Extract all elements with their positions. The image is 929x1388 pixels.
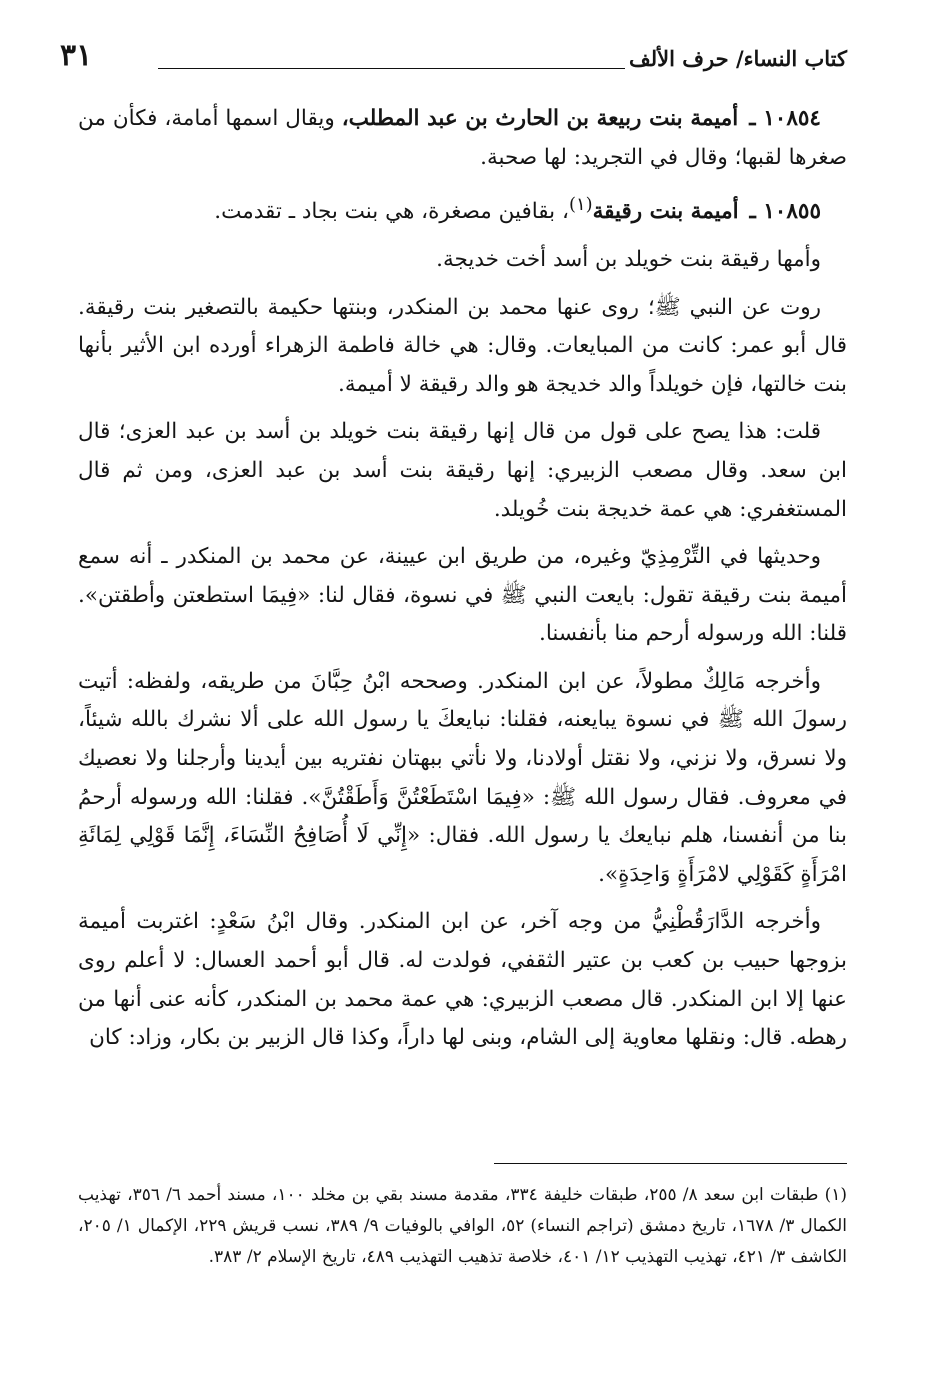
- entry-heading: أميمة بنت رقيقة: [592, 199, 739, 225]
- entry-heading: أميمة بنت ربيعة بن الحارث بن عبد المطلب،: [341, 106, 739, 131]
- entry-text: ، بقافين مصغرة، هي بنت بجاد ـ تقدمت.: [214, 199, 569, 225]
- page-number: ٣١: [60, 38, 93, 73]
- main-text: [78, 100, 847, 1067]
- entry-10855: [78, 186, 847, 232]
- paragraph: وأخرجه الدَّارَقُطْنِيُّ من وجه آخر، عن ابن المنكدر. وقال ابْنُ سَعْدٍ: اغتربت أميمة بزوجها حبيب بن كعب بن عتير الثقفي، فولدت له. قال أبو أحمد العسال: لا أعلم روى عنها إلا ابن المنكدر. قال مصعب الزبيري: هي عمة محمد بن المنكدر، كأنه عنى أنها من رهطه. قال: ونقلها معاوية إلى الشام، وبنى لها داراً، وكذا قال الزبير بن بكار، وزاد: كان: [78, 909, 847, 1051]
- paragraph: روت عن النبي ﷺ؛ روى عنها محمد بن المنكدر، وبنتها حكيمة بالتصغير بنت رقيقة. قال أبو عمر: كانت من المبايعات. وقال: هي خالة فاطمة الزهراء أورده ابن الأثير بأنها بنت خالتها، فإن خويلداً والد خديجة هو والد رقيقة لا أميمة.: [78, 294, 847, 397]
- entry-10854: [78, 100, 847, 177]
- footnote: (١) طبقات ابن سعد ٨/ ٢٥٥، طبقات خليفة ٣٣٤، مقدمة مسند بقي بن مخلد ١٠٠، مسند أحمد ٦/ ٣٥٦، تهذيب الكمال ٣/ ١٦٧٨، تاريخ دمشق (تراجم النساء) ٥٢، الوافي بالوفيات ٩/ ٣٨٩، نسب قريش ٢٢٩، الإكمال ١/ ٢٠٥، الكاشف ٣/ ٤٢١، تهذيب التهذيب ١٢/ ٤٠١، خلاصة تذهيب التهذيب ٤٨٩، تاريخ الإسلام ٢/ ٣٨٣.: [78, 1185, 847, 1267]
- paragraph: قلت: هذا يصح على قول من قال إنها رقيقة بنت خويلد بن أسد بن عبد العزى؛ قال ابن سعد. وقال مصعب الزبيري: إنها رقيقة بنت أسد بن عبد العزى، ومن ثم قال المستغفري: هي عمة خديجة بنت خُويلد.: [78, 419, 847, 522]
- entry-text: ويقال اسمها أمامة، فكأن من صغرها لقبها؛ وقال في التجريد: لها صحبة.: [78, 106, 847, 170]
- running-title: كتاب النساء/ حرف الألف: [629, 46, 847, 71]
- footnote-separator: [494, 1163, 847, 1164]
- footnote-reference: (١): [568, 194, 593, 216]
- paragraph: وأمها رقيقة بنت خويلد بن أسد أخت خديجة.: [436, 246, 821, 272]
- running-header: [60, 40, 847, 80]
- paragraph: وأخرجه مَالِكٌ مطولاً، عن ابن المنكدر. وصححه ابْنُ حِبَّانَ من طريقه، ولفظه: أتيت رسولَ الله ﷺ في نسوة يبايعنه، فقلنا: نبايعكَ يا رسول الله على ألا نشرك بالله شيئاً، ولا نسرق، ولا نزني، ولا نقتل أولادنا، ولا نأتي ببهتان نفتريه بين أيدينا وأرجلنا ولا نعصيك في معروف. فقال رسول الله ﷺ: «فِيمَا اسْتَطَعْتُنَّ وَأَطَقْتُنَّ». فقلنا: الله ورسوله أرحمُ بنا من أنفسنا، هلم نبايعك يا رسول الله. فقال: «إِنِّي لَا أُصَافِحُ النِّسَاءَ، إِنَّمَا قَوْلِي لِمَائَةِ امْرَأَةٍ كَقَوْلِي لامْرَأَةٍ وَاحِدَةٍ».: [78, 668, 847, 887]
- entry-number: ١٠٨٥٤ ـ: [749, 106, 821, 131]
- paragraph: وحديثها في التِّرْمِذِيّ وغيره، من طريق ابن عيينة، عن محمد بن المنكدر ـ أنه سمع أميمة بنت رقيقة تقول: بايعت النبي ﷺ في نسوة، فقال لنا: «فِيمَا استطعتن وأطقتن». قلنا: الله ورسوله أرحم منا بأنفسنا.: [78, 544, 847, 647]
- entry-number: ١٠٨٥٥ ـ: [749, 199, 821, 225]
- header-rule: [158, 68, 625, 69]
